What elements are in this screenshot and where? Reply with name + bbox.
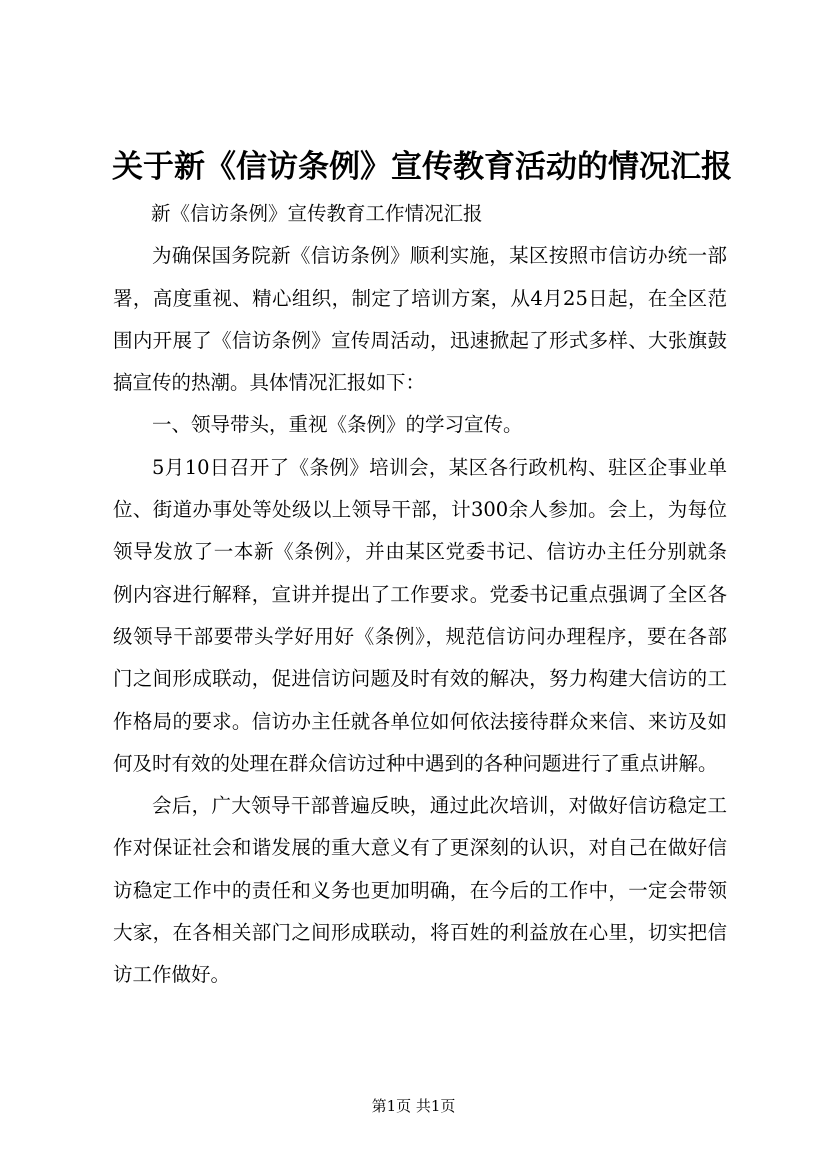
section-heading: 一、领导带头，重视《条例》的学习宣传。 — [152, 413, 523, 437]
paragraph-feedback: 会后，广大领导干部普遍反映，通过此次培训，对做好信访稳定工作对保证社会和谐发展的重大意义有了更深刻的认识，对自己在做好信访稳定工作中的责任和义务也更加明确，在今后的工作中，一定会带领大家，在各相关部门之间形成联动，将百姓的利益放在心里，切实把信访工作做好。 — [113, 794, 727, 987]
paragraph-meeting: 5月10日召开了《条例》培训会，某区各行政机构、驻区企事业单位、街道办事处等处级以上领导干部，计300余人参加。会上，为每位领导发放了一本新《条例》，并由某区党委书记、信访办主任分别就条例内容进行解释，宣讲并提出了工作要求。党委书记重点强调了全区各级领导干部要带头学好用好《条例》，规范信访问办理程序，要在各部门之间形成联动，促进信访问题及时有效的解决，努力构建大信访的工作格局的要求。信访办主任就各单位如何依法接待群众来信、来访及如何及时有效的处理在群众信访过种中遇到的各种问题进行了重点讲解。 — [113, 455, 727, 775]
document-title: 关于新《信访条例》宣传教育活动的情况汇报 — [112, 149, 732, 185]
paragraph-intro: 为确保国务院新《信访条例》顺利实施，某区按照市信访办统一部署，高度重视、精心组织，制定了培训方案，从4月25日起，在全区范围内开展了《信访条例》宣传周活动，迅速掀起了形式多样、大张旗鼓搞宣传的热潮。具体情况汇报如下： — [113, 244, 727, 395]
page-footer: 第1页 共1页 — [371, 1097, 456, 1115]
document-subtitle: 新《信访条例》宣传教育工作情况汇报 — [151, 202, 483, 225]
document-body — [113, 193, 727, 997]
